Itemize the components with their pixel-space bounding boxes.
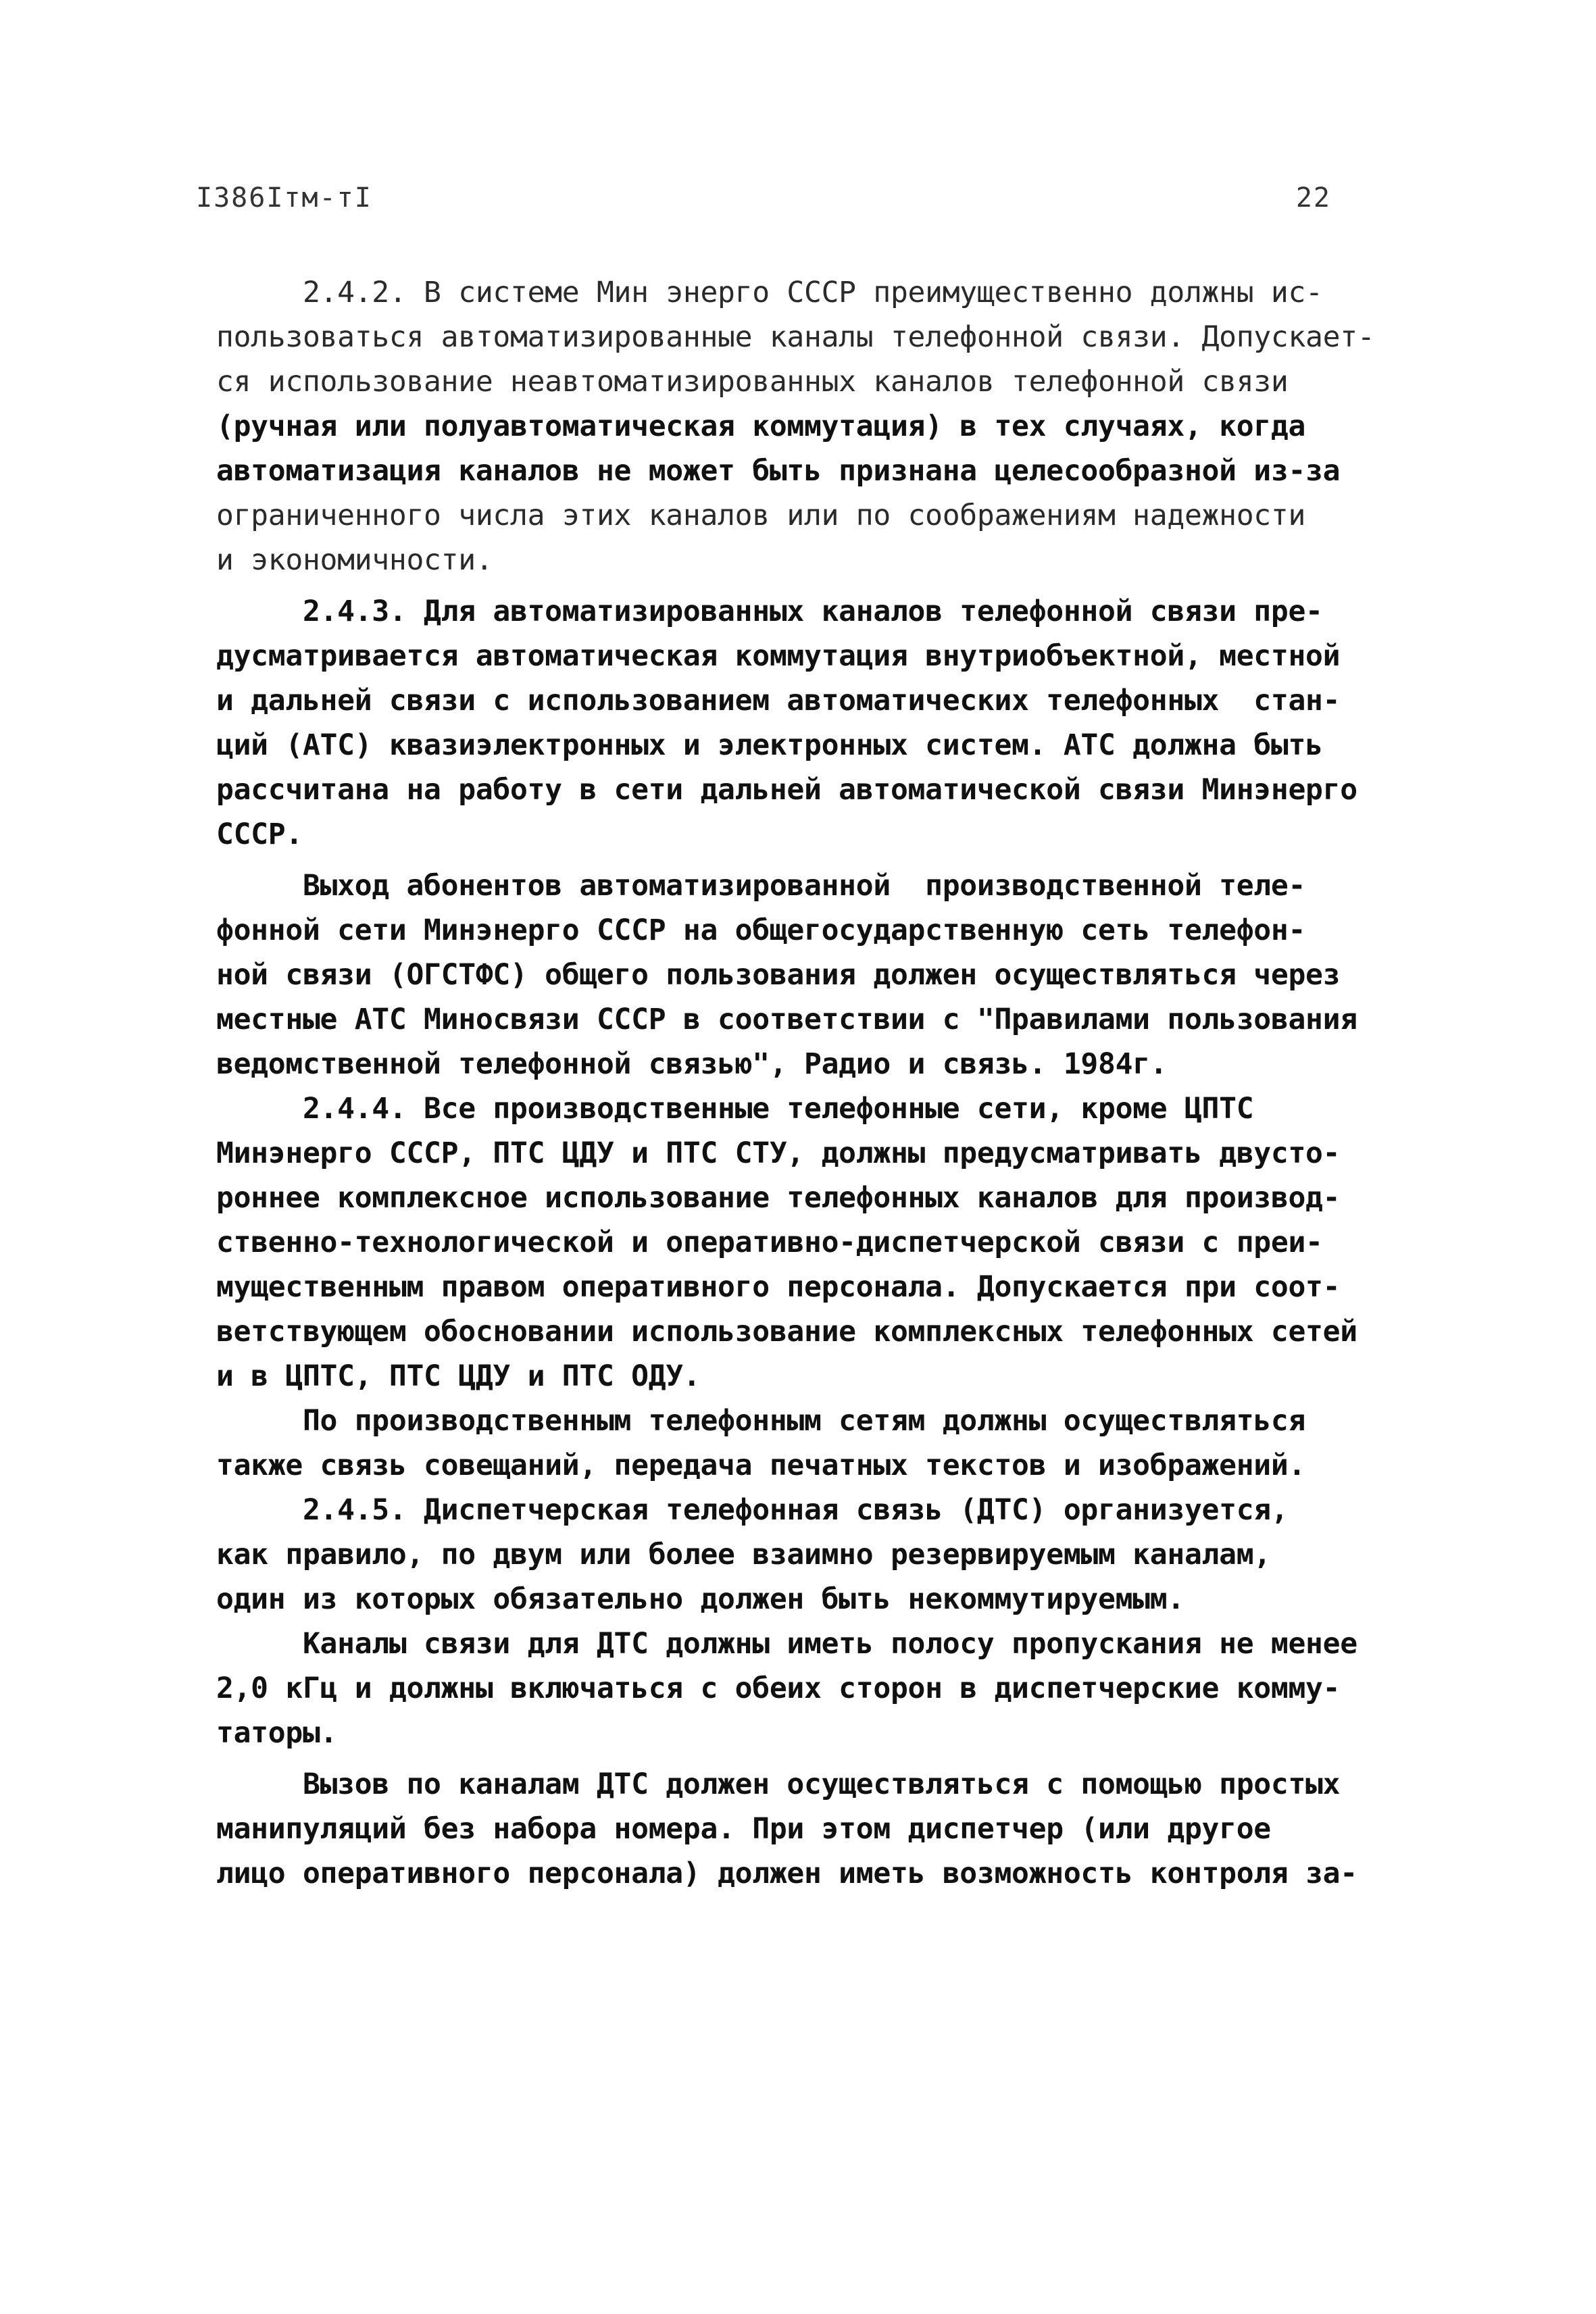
text-line: 2,0 кГц и должны включаться с обеих сторон в диспетчерские комму- [216, 1671, 1341, 1705]
text-line: роннее комплексное использование телефонных каналов для производ- [216, 1181, 1341, 1215]
text-line: ветствующем обосновании использование комплексных телефонных сетей [216, 1315, 1357, 1349]
text-line: 2.4.5. Диспетчерская телефонная связь (ДТС) организуется, [216, 1493, 1289, 1527]
text-line: ведомственной телефонной связью", Радио и связь. 1984г. [216, 1047, 1168, 1081]
text-line: и в ЦПТС, ПТС ЦДУ и ПТС ОДУ. [216, 1359, 701, 1393]
text-line: ограниченного числа этих каналов или по соображениям надежности [216, 499, 1306, 532]
body-text [216, 270, 1453, 1896]
page-header [196, 182, 1331, 223]
text-line: и дальней связи с использованием автоматических телефонных стан- [216, 684, 1341, 718]
text-line: СССР. [216, 818, 303, 851]
text-line: дусматривается автоматическая коммутация внутриобъектной, местной [216, 639, 1341, 673]
text-line: автоматизация каналов не может быть признана целесообразной из-за [216, 454, 1341, 488]
text-line: Минэнерго СССР, ПТС ЦДУ и ПТС СТУ, должны предусматривать двусто- [216, 1136, 1341, 1170]
text-line: Каналы связи для ДТС должны иметь полосу пропускания не менее [216, 1627, 1357, 1661]
text-line: (ручная или полуавтоматическая коммутация) в тех случаях, когда [216, 409, 1306, 443]
document-code: I386Iтм-тI [196, 182, 372, 213]
text-line: По производственным телефонным сетям должны осуществляться [216, 1404, 1306, 1438]
text-line: ся использование неавтоматизированных каналов телефонной связи [216, 365, 1289, 399]
text-line: как правило, по двум или более взаимно резервируемым каналам, [216, 1538, 1271, 1571]
text-line: 2.4.3. Для автоматизированных каналов телефонной связи пре- [216, 595, 1323, 628]
text-line: лицо оперативного персонала) должен иметь возможность контроля за- [216, 1857, 1357, 1890]
text-line: манипуляций без набора номера. При этом диспетчер (или другое [216, 1812, 1271, 1846]
page-number: 22 [1295, 182, 1331, 213]
text-line: Вызов по каналам ДТС должен осуществляться с помощью простых [216, 1767, 1341, 1801]
text-line: 2.4.2. В системе Мин энерго СССР преимущественно должны ис- [216, 276, 1323, 309]
text-line: один из которых обязательно должен быть некоммутируемым. [216, 1582, 1184, 1616]
text-line: таторы. [216, 1716, 338, 1750]
text-line: ций (АТС) квазиэлектронных и электронных систем. АТС должна быть [216, 728, 1323, 762]
text-line: 2.4.4. Все производственные телефонные сети, кроме ЦПТС [216, 1092, 1254, 1126]
text-line: местные АТС Миносвязи СССР в соответствии с "Правилами пользования [216, 1003, 1357, 1036]
text-line: также связь совещаний, передача печатных текстов и изображений. [216, 1449, 1306, 1482]
text-line: ной связи (ОГСТФС) общего пользования должен осуществляться через [216, 958, 1341, 992]
text-line: и экономичности. [216, 543, 493, 577]
text-line: фонной сети Минэнерго СССР на общегосударственную сеть телефон- [216, 913, 1306, 947]
text-line: пользоваться автоматизированные каналы телефонной связи. Допускает- [216, 320, 1375, 354]
text-line: мущественным правом оперативного персонала. Допускается при соот- [216, 1270, 1341, 1304]
text-line: Выход абонентов автоматизированной производственной теле- [216, 869, 1306, 903]
text-line: рассчитана на работу в сети дальней автоматической связи Минэнерго [216, 773, 1357, 807]
text-line: ственно-технологической и оперативно-диспетчерской связи с преи- [216, 1226, 1323, 1259]
